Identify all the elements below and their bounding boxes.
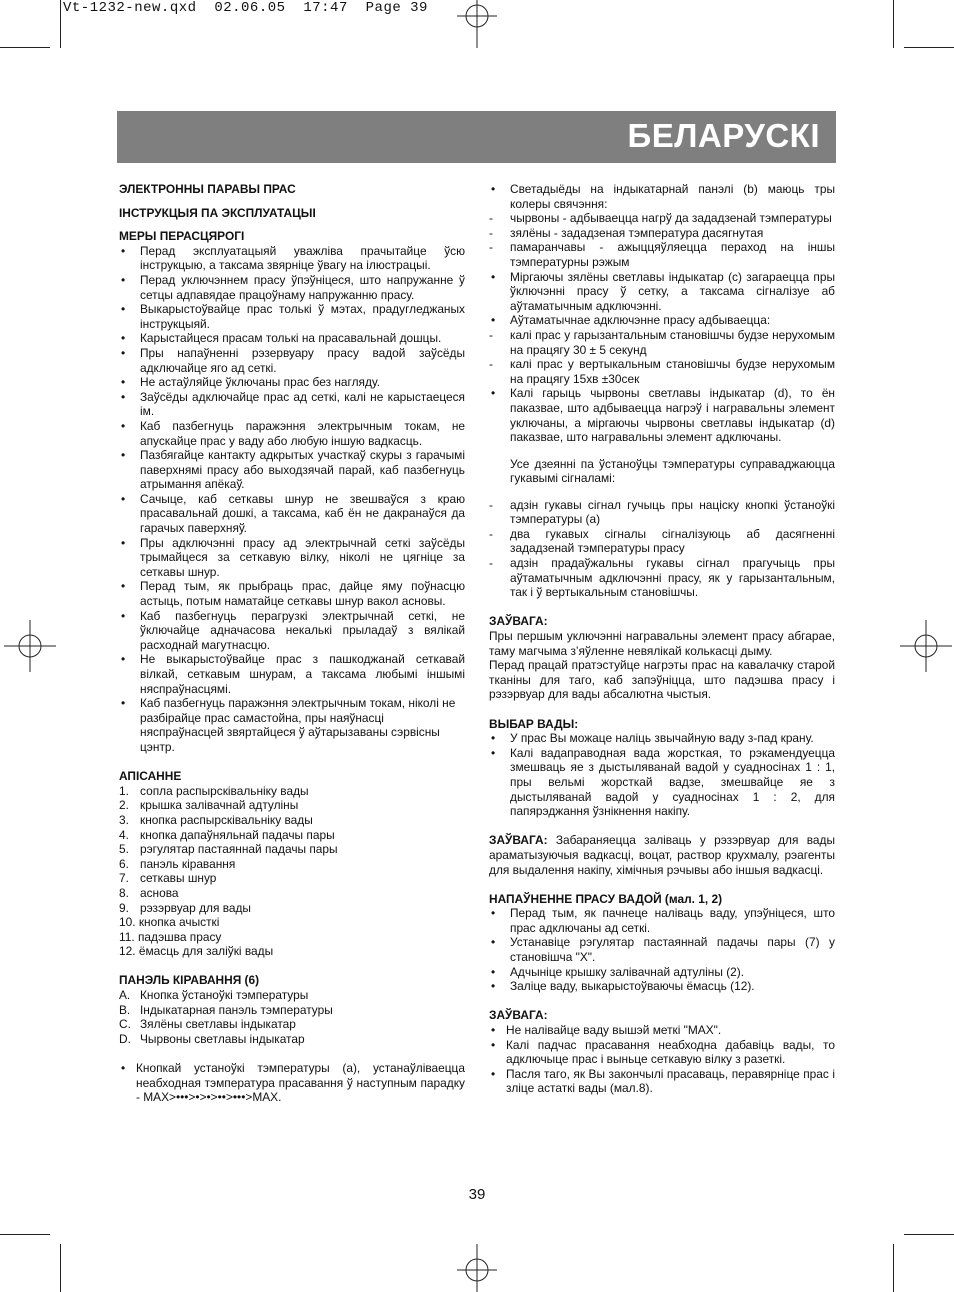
list-item: • Не выкарыстоўвайце прас з пашкоджанай сеткавай вілкай, сеткавым шнурам, а таксама любымі іншымі няспраўнасцямі.	[121, 652, 465, 696]
list-item: • Калі гарыць чырвоны светлавы індыкатар (d), то ён паказвае, што адбываецца нагрэў і награвальны элемент уключаны, а міргаючы чырвоны светлавы індыкатар (d) паказвае, што награвальны элемент адключаны.	[491, 386, 835, 445]
list-item: - зялёны - зададзеная тэмпература дасягнутая	[489, 225, 764, 240]
list-item: • Перад эксплуатацыяй уважліва прачытайце ўсю інструкцыю, а таксама звярніце ўвагу на ілюстрацыі.	[121, 243, 465, 273]
list-item: • Пазбягайце кантакту адкрытых участкаў скуры з гарачымі паверхнямі прасу або выходзячай парай, каб пазбегнуць атрымання апёкаў.	[121, 448, 465, 492]
list-item: • Карыстайцеся прасам толькі на прасавальнай дошцы.	[121, 331, 442, 346]
list-item: • Светадыёды на індыкатарнай панэлі (b) маюць тры колеры свячэння:	[491, 182, 835, 211]
note-list	[489, 1023, 835, 1096]
list-item: 7. сеткавы шнур	[119, 871, 217, 886]
filling-list	[489, 906, 835, 994]
safety-list	[119, 244, 465, 755]
file-header: Vt-1232-new.qxd 02.06.05 17:47 Page 39	[63, 0, 428, 16]
list-item: • Пасля таго, як Вы закончылі прасаваць, перавярніце прас і зліце астаткі вады (мал.8).	[491, 1066, 835, 1096]
control-panel-list	[119, 988, 465, 1046]
registration-mark-icon	[4, 620, 56, 672]
led-list	[489, 182, 835, 445]
list-item: 2. крышка залівачнай адтуліны	[119, 798, 299, 813]
registration-mark-icon	[453, 1244, 501, 1292]
list-item: • Заліце ваду, выкарыстоўваючы ёмасць (12).	[491, 979, 755, 994]
list-item: - два гукавых сігналы сігналізуюць аб дасягненні зададзенай тэмпературы прасу	[489, 526, 835, 556]
list-item: C. Зялёны светлавы індыкатар	[119, 1017, 296, 1032]
list-item: 8. аснова	[119, 885, 179, 900]
crop-mark	[60, 1244, 61, 1292]
list-item: 5. рэгулятар пастаяннай падачы пары	[119, 842, 338, 857]
list-item: 9. рэзэрвуар для вады	[119, 900, 251, 915]
list-item: • Заўсёды адключайце прас ад сеткі, калі не карыстаецеся ім.	[121, 389, 465, 419]
banner-title: БЕЛАРУСКІ	[627, 117, 820, 154]
list-item: • Кнопкай устаноўкі тэмпературы (а), устанаўліваецца неабходная тэмпература прасавання ў наступным парадку - MAX>•••>•>•>••>•••>MAX.	[121, 1061, 465, 1105]
left-column	[119, 182, 465, 1105]
list-item: • Перад тым, як прыбраць прас, дайце яму поўнасцю астыць, потым наматайце сеткавы шнур вакол асновы.	[121, 579, 465, 609]
list-item: • Перад уключэннем прасу ўпэўніцеся, што напружанне ў сетцы адпавядае працоўнаму напружанню прасу.	[121, 272, 465, 302]
product-title: ЭЛЕКТРОННЫ ПАРАВЫ ПРАС	[119, 182, 296, 196]
note-heading: ЗАЎВАГА:	[489, 1008, 548, 1023]
list-item: • Калі вадаправодная вада жорсткая, то рэкамендуецца змешваць яе з дыстыляванай вадой у суадносінах 1 : 1, пры вельмі жорсткай вадзе, змешвайце яе з дыстыляванай вадой у суадносінах 1 : 2, для папярэджання ўзнікнення накіпу.	[491, 745, 835, 819]
water-choice-heading: ВЫБАР ВАДЫ:	[489, 716, 579, 731]
crop-mark	[904, 1234, 954, 1235]
note-label: ЗАЎВАГА:	[489, 833, 548, 848]
list-item: 4. кнопка дапаўняльнай падачы пары	[119, 827, 335, 842]
list-item: • У прас Вы можаце наліць звычайную ваду з-пад крану.	[491, 731, 814, 746]
crop-mark	[893, 1244, 894, 1292]
list-item: 10. кнопка ачысткі	[119, 915, 220, 930]
list-item: • Міргаючы зялёны светлавы індыкатар (с) загараецца пры ўключэнні прасу ў сетку, а таксама сігналізуе аб аўтаматычным адключэнні.	[491, 269, 835, 313]
language-banner	[117, 111, 836, 163]
list-item: B. Індыкатарная панэль тэмпературы	[119, 1002, 333, 1017]
list-item: • Перад тым, як пачнеце наліваць ваду, упэўніцеся, што прас адключаны ад сеткі.	[491, 906, 835, 935]
list-item: • Каб пазбегнуць паражэння электрычным токам, не апускайце прас у ваду або любую іншую вадкасць.	[121, 418, 465, 448]
crop-mark	[893, 0, 894, 48]
safety-heading: МЕРЫ ПЕРАСЦЯРОГІ	[119, 229, 245, 244]
list-item: • Не астаўляйце ўключаны прас без нагляду.	[121, 375, 380, 390]
list-item: • Устанавіце рэгулятар пастаяннай падачы пары (7) у становішча "Х".	[491, 935, 835, 965]
list-item: • Адчыніце крышку залівачнай адтуліны (2).	[491, 964, 745, 979]
list-item: D. Чырвоны светлавы індыкатар	[119, 1031, 305, 1046]
list-item: • Калі падчас прасавання неабходна дабавіць вады, то адключыце прас і выньце сеткавую вілку з разеткі.	[491, 1037, 835, 1067]
list-item: - калі прас у гарызантальным становішчы будзе нерухомым на працягу 30 ± 5 секунд	[489, 327, 835, 357]
crop-mark	[0, 47, 50, 48]
list-item: • Пры адключэнні прасу ад электрычнай сеткі заўсёды трымайцеся за сеткавую вілку, ніколі не цягніце за сеткавы шнур.	[121, 535, 465, 579]
crop-mark	[904, 47, 954, 48]
list-item: - чырвоны - адбываецца нагрў да зададзенай тэмпературы	[489, 211, 832, 226]
list-item: - калі прас у вертыкальным становішчы будзе нерухомым на працягу 15хв ±30сек	[489, 357, 835, 386]
crop-mark	[60, 0, 61, 48]
list-item: • Не налівайце ваду вышэй меткі "MAX".	[491, 1023, 722, 1038]
control-panel-heading: ПАНЭЛЬ КІРАВАННЯ (6)	[119, 973, 260, 988]
sound-intro: Усе дзеянні па ўстаноўцы тэмпературы суправаджаюцца гукавымі сігналамі:	[510, 456, 835, 486]
list-item: - адзін гукавы сігнал гучыць пры націску кнопкі ўстаноўкі тэмпературы (а)	[489, 497, 835, 527]
list-item: • Пры напаўненні рэзервуару прасу вадой заўсёды адключайце яго ад сеткі.	[121, 345, 465, 375]
registration-mark-icon	[453, 0, 501, 48]
description-heading: АПІСАННЕ	[119, 769, 182, 784]
temperature-list	[119, 1061, 465, 1105]
list-item: A. Кнопка ўстаноўкі тэмпературы	[119, 988, 309, 1003]
water-list	[489, 731, 835, 819]
list-item: • Аўтаматычнае адключэнне прасу адбываецца:	[491, 313, 771, 328]
registration-mark-icon	[900, 620, 952, 672]
list-item: • Выкарыстоўвайце прас толькі ў мэтах, прадугледжаных інструкцыяй.	[121, 302, 465, 331]
list-item: • Каб пазбегнуць перагрузкі электрычнай сеткі, не ўключайце адначасова некалькі прыладаў з вялікай расходнай магутнасцю.	[121, 608, 465, 652]
manual-title: ІНСТРУКЦЫЯ ПА ЭКСПЛУАТАЦЫІ	[119, 205, 316, 220]
note-paragraph: Пры першым уключэнні награвальны элемент прасу абгарае, таму магчыма з’яўленне невялікай колькасці дыму.	[489, 629, 835, 658]
list-item: - памаранчавы - ажыццяўляецца пераход на іншы тэмпературны рэжым	[489, 240, 835, 269]
crop-mark	[0, 1234, 50, 1235]
list-item: 6. панэль кіравання	[119, 856, 236, 871]
list-item: - адзін прадаўжальны гукавы сігнал прагучыць пры аўтаматычным адключэнні прасу, як у гарызантальным, так і ў вертыкальным становішчы.	[489, 556, 835, 600]
page-number: 39	[468, 1186, 486, 1203]
parts-list	[119, 784, 465, 959]
list-item: 1. сопла распырсківальніку вады	[119, 783, 309, 798]
note-paragraph: ЗАЎВАГА: Забараняецца заліваць у рэзэрвуар для вады араматызуючыя вадкасці, воцат, раствор крухмалу, рэагенты для выдалення накіпу, хімічныя рэчывы або іншыя вадкасці.	[489, 833, 835, 877]
list-item: • Каб пазбегнуць паражэння электрычным токам, ніколі не разбірайце прас самастойна, пры наяўнасці няспраўнасцей звяртайцеся ў аўтарызаваны сэрвісны цэнтр.	[121, 696, 456, 754]
note-heading: ЗАЎВАГА:	[489, 614, 548, 629]
sound-list	[489, 498, 835, 600]
filling-heading: НАПАЎНЕННЕ ПРАСУ ВАДОЙ (мал. 1, 2)	[489, 891, 723, 906]
right-column	[489, 182, 835, 1096]
list-item: 3. кнопка распырсківальніку вады	[119, 812, 313, 827]
list-item: 12. ёмасць для заліўкі вады	[119, 944, 274, 959]
list-item: 11. падэшва прасу	[119, 929, 222, 944]
note-paragraph: Перад працай пратэстуйце нагрэты прас на кавалачку старой тканіны для таго, каб запэўніцца, што падэшва прасу і рэзэрвуар для вады абсалютна чыстыя.	[489, 658, 835, 702]
list-item: • Сачыце, каб сеткавы шнур не звешваўся з краю прасавальнай дошкі, а таксама, каб ён не дакранаўся да гарачых паверхняў.	[121, 491, 465, 536]
